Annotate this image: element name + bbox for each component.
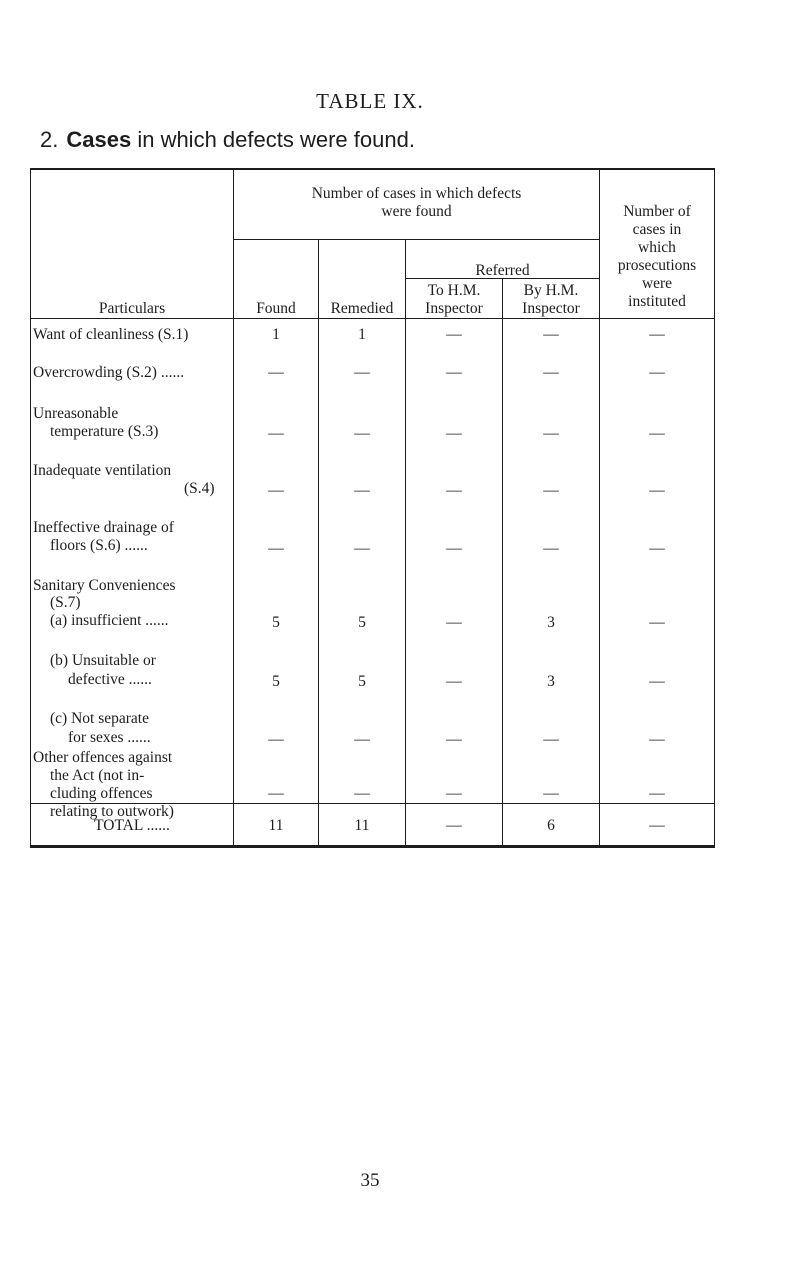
total-by-hm: 6	[547, 817, 555, 834]
cell-pros: —	[649, 540, 665, 557]
row-label-cont: (S.7)	[50, 594, 81, 611]
row-label: Ineffective drainage of	[33, 519, 174, 536]
cell-by-hm: —	[543, 540, 559, 557]
header-pros-6: instituted	[628, 293, 686, 310]
header-pros-2: cases in	[632, 221, 682, 238]
cell-pros: —	[649, 731, 665, 748]
cell-remedied: —	[354, 731, 370, 748]
row-label-cont: cluding offences	[50, 785, 153, 802]
header-pros-4: prosecutions	[617, 257, 697, 274]
cell-by-hm: —	[543, 482, 559, 499]
group-header-rule	[233, 239, 599, 240]
cell-remedied: 1	[358, 326, 366, 343]
header-to-hm-2: Inspector	[425, 300, 483, 317]
header-by-hm-1: By H.M.	[523, 282, 579, 299]
cell-by-hm: 3	[547, 673, 555, 690]
cell-by-hm: —	[543, 785, 559, 802]
row-label-cont: for sexes ......	[68, 729, 151, 746]
header-particulars: Particulars	[98, 300, 166, 317]
page-number: 35	[360, 1170, 380, 1191]
cell-remedied: —	[354, 482, 370, 499]
cell-to-hm: —	[446, 731, 462, 748]
row-label: Other offences against	[33, 749, 173, 766]
cell-found: —	[268, 731, 284, 748]
cell-remedied: —	[354, 364, 370, 381]
bottom-rule	[30, 845, 715, 848]
row-label: Unreasonable	[33, 405, 119, 422]
row-label: Sanitary Conveniences	[33, 577, 176, 594]
top-rule	[30, 168, 715, 170]
cell-found: 5	[272, 673, 280, 690]
row-label-cont: the Act (not in-	[50, 767, 145, 784]
section-heading-rest: in which defects were found.	[137, 127, 415, 152]
row-label: (b) Unsuitable or	[50, 652, 156, 669]
cell-remedied: —	[354, 540, 370, 557]
cell-to-hm: —	[446, 425, 462, 442]
cell-to-hm: —	[446, 364, 462, 381]
cell-to-hm: —	[446, 482, 462, 499]
total-to-hm: —	[446, 817, 462, 834]
cell-found: —	[268, 425, 284, 442]
total-remedied: 11	[354, 817, 370, 834]
cell-by-hm: —	[543, 425, 559, 442]
total-pros: —	[649, 817, 665, 834]
row-label: Inadequate ventilation	[33, 462, 172, 479]
section-number: 2.	[40, 127, 59, 152]
cell-found: —	[268, 785, 284, 802]
cell-found: 5	[272, 614, 280, 631]
cell-pros: —	[649, 425, 665, 442]
left-border	[30, 168, 31, 848]
cell-to-hm: —	[446, 540, 462, 557]
total-label: TOTAL ......	[94, 817, 170, 834]
cell-found: —	[268, 482, 284, 499]
header-pros-1: Number of	[623, 203, 691, 220]
row-label-cont: defective ......	[68, 671, 152, 688]
row-label-cont: floors (S.6) ......	[50, 537, 148, 554]
cell-pros: —	[649, 673, 665, 690]
cell-found: 1	[272, 326, 280, 343]
row-label-cont: (a) insufficient ......	[50, 612, 169, 629]
cell-by-hm: 3	[547, 614, 555, 631]
cell-pros: —	[649, 482, 665, 499]
cell-remedied: 5	[358, 673, 366, 690]
cell-to-hm: —	[446, 785, 462, 802]
row-label-cont: (S.4)	[184, 480, 215, 497]
header-pros-5: were	[641, 275, 673, 292]
header-group-line1: Number of cases in which defects	[311, 185, 522, 202]
header-bottom-rule	[30, 318, 715, 319]
cell-by-hm: —	[543, 364, 559, 381]
cell-found: —	[268, 364, 284, 381]
cell-pros: —	[649, 326, 665, 343]
cell-pros: —	[649, 364, 665, 381]
cell-remedied: 5	[358, 614, 366, 631]
row-label: (c) Not separate	[50, 710, 149, 727]
header-found: Found	[256, 300, 296, 317]
cell-by-hm: —	[543, 326, 559, 343]
header-group-line2: were found	[381, 203, 452, 220]
cell-to-hm: —	[446, 326, 462, 343]
cell-remedied: —	[354, 785, 370, 802]
cell-remedied: —	[354, 425, 370, 442]
header-remedied: Remedied	[330, 300, 394, 317]
cell-to-hm: —	[446, 673, 462, 690]
cell-by-hm: —	[543, 731, 559, 748]
table-title: TABLE IX.	[316, 89, 424, 113]
row-label-cont: relating to outwork)	[50, 803, 174, 820]
cell-pros: —	[649, 785, 665, 802]
section-heading-bold: Cases	[66, 127, 132, 152]
right-border	[714, 168, 715, 848]
cell-found: —	[268, 540, 284, 557]
row-label: Want of cleanliness (S.1)	[33, 326, 189, 343]
header-to-hm-1: To H.M.	[427, 282, 481, 299]
cell-pros: —	[649, 614, 665, 631]
cell-to-hm: —	[446, 614, 462, 631]
total-found: 11	[268, 817, 284, 834]
row-label-cont: temperature (S.3)	[50, 423, 159, 440]
header-pros-3: which	[638, 239, 676, 256]
header-by-hm-2: Inspector	[522, 300, 580, 317]
header-referred: Referred	[475, 262, 530, 279]
row-label: Overcrowding (S.2) ......	[33, 364, 185, 381]
